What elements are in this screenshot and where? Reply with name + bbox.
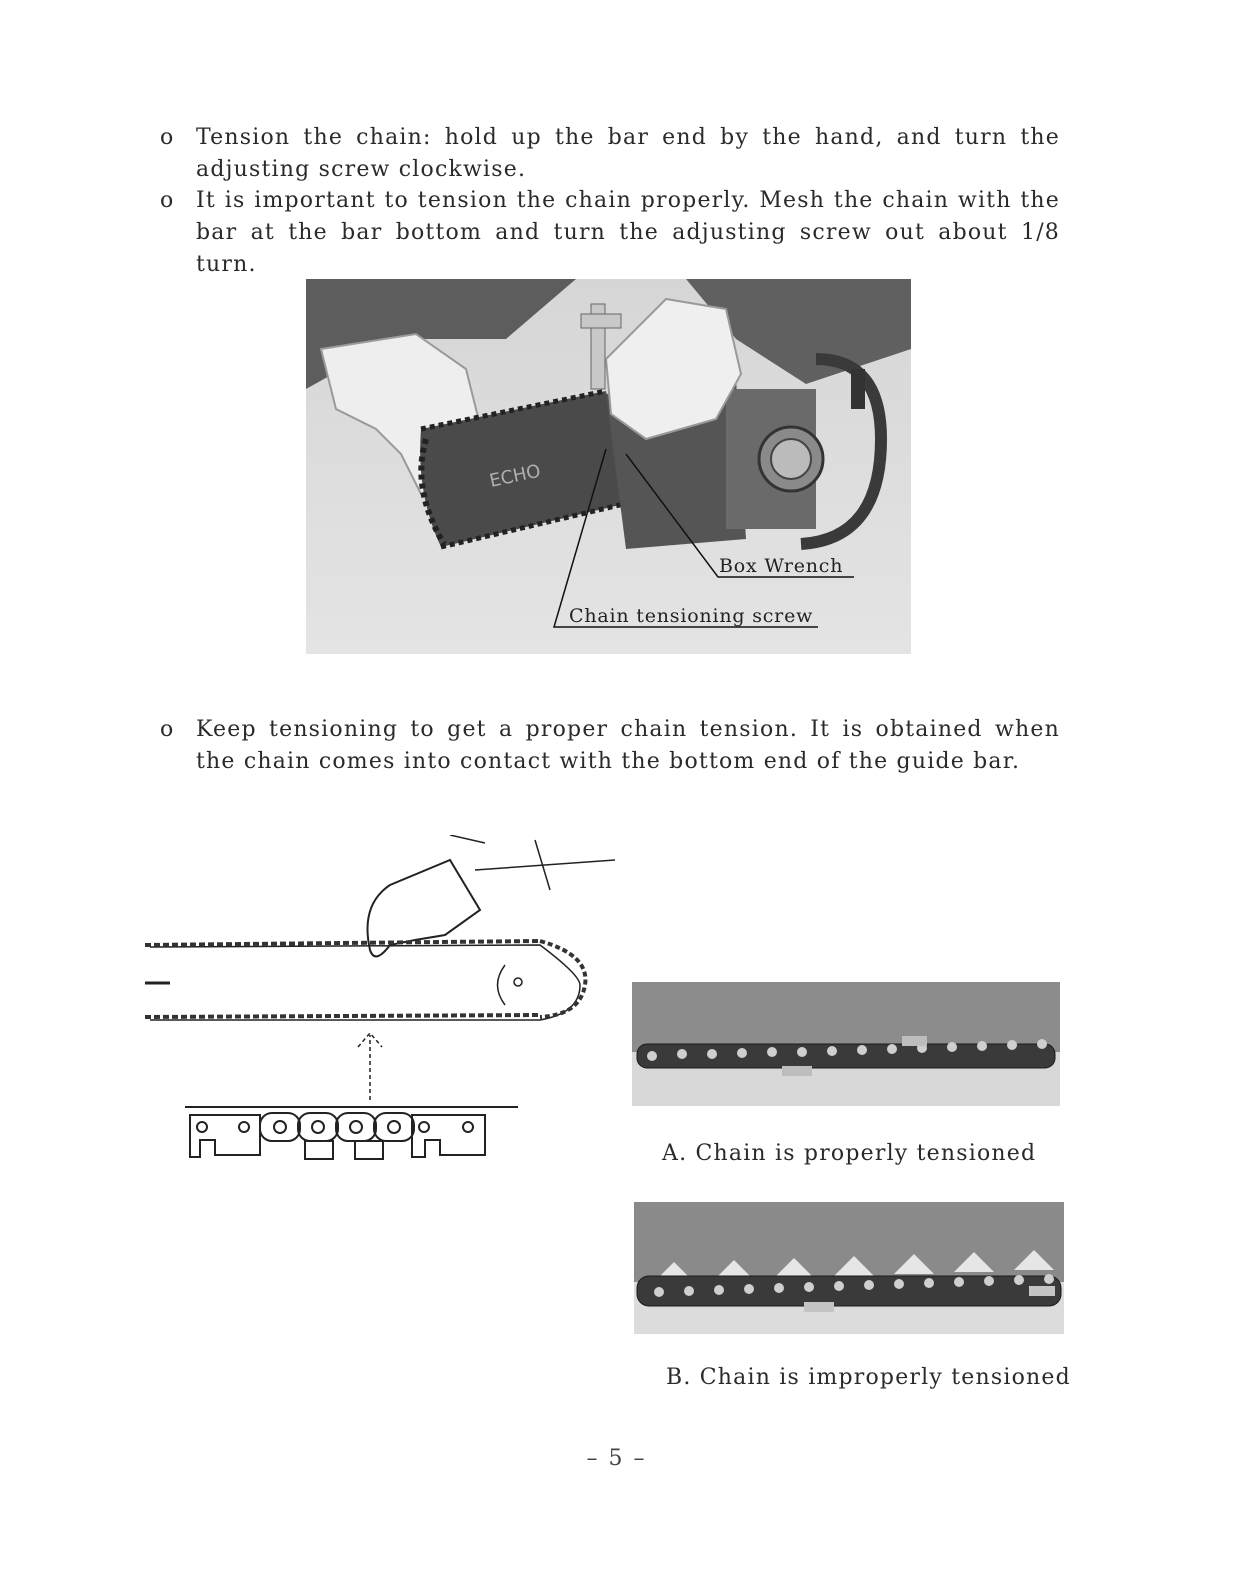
bar-brand-label: ECHO [487,460,543,492]
up-arrow [358,1033,382,1100]
instruction-text: Tension the chain: hold up the bar end by the hand, and turn the adjusting screw clockwise. [196,125,1060,182]
bullet-marker: o [160,717,175,742]
chain-photo-improper-illustration [634,1202,1064,1334]
chain-links-drawing [190,1113,485,1159]
chain-tension-drawing [140,835,630,1175]
bullet-marker: o [160,125,175,150]
instruction-text: Keep tensioning to get a proper chain tension. It is obtained when the chain comes into contact with the bottom end of the guide bar. [196,717,1060,774]
callout-chain-tensioning-screw: Chain tensioning screw [569,605,814,627]
instruction-text: It is important to tension the chain properly. Mesh the chain with the bar at the bar bottom and turn the adjusting screw out about 1/8 turn. [196,188,1060,277]
tensioning-photo [306,279,911,654]
tensioning-photo-illustration [306,279,911,654]
caption-improper-tension: B. Chain is improperly tensioned [666,1365,1071,1390]
caption-proper-tension: A. Chain is properly tensioned [662,1141,1037,1166]
chain-photo-proper [632,982,1060,1106]
callout-box-wrench: Box Wrench [719,555,844,577]
bullet-marker: o [160,188,175,213]
instruction-item-2 [160,185,1060,281]
instruction-item-3 [160,714,1060,778]
chain-tension-diagram [140,835,630,1175]
instruction-item-1 [160,122,1060,186]
page-number: – 5 – [586,1446,647,1471]
chain-photo-proper-illustration [632,982,1060,1106]
chain-photo-improper [634,1202,1064,1334]
guide-bar-drawing [150,945,580,1020]
